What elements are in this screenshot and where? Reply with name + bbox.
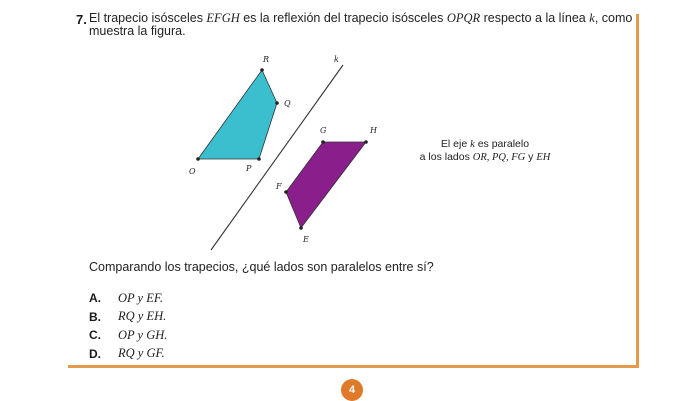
question-number: 7. <box>76 12 87 27</box>
option-d[interactable] <box>89 345 167 364</box>
vertex-p-dot <box>257 157 261 161</box>
option-letter: D. <box>89 346 101 361</box>
label-k: k <box>334 55 339 64</box>
vertex-q-dot <box>275 101 279 105</box>
vertex-r-dot <box>260 68 264 72</box>
question-text: El trapecio isósceles EFGH es la reflexión del trapecio isósceles OPQR respecto a la línea k, como muestra la figura. <box>89 11 633 38</box>
trapezoid-efgh <box>286 142 366 228</box>
axis-note-line-2: a los lados OR, PQ, FG y EH <box>419 151 551 163</box>
option-text: OP y EF. <box>118 290 164 305</box>
vertex-o-dot <box>196 157 200 161</box>
label-q: Q <box>284 99 291 108</box>
vertex-f-dot <box>284 190 288 194</box>
axis-note-line-1: El eje k es paralelo <box>440 138 530 150</box>
option-text: RQ y GF. <box>118 346 165 361</box>
axis-note <box>405 138 565 164</box>
vertex-g-dot <box>321 140 325 144</box>
vertex-e-dot <box>299 226 303 230</box>
label-o: O <box>189 167 196 176</box>
label-g: G <box>320 126 327 135</box>
label-f: F <box>276 182 282 191</box>
option-text: OP y GH. <box>118 327 168 342</box>
option-c[interactable] <box>89 326 167 345</box>
label-h: H <box>370 126 377 135</box>
question-prompt: Comparando los trapecios, ¿qué lados son paralelos entre sí? <box>89 260 434 274</box>
option-letter: A. <box>89 291 101 306</box>
vertex-h-dot <box>364 140 368 144</box>
option-b[interactable] <box>89 308 167 327</box>
answer-options <box>89 289 167 363</box>
option-letter: B. <box>89 309 101 324</box>
label-p: P <box>246 164 252 173</box>
page-number-badge: 4 <box>341 379 363 401</box>
trapezoid-opqr <box>198 70 277 159</box>
option-letter: C. <box>89 328 101 343</box>
label-e: E <box>303 235 309 244</box>
option-text: RQ y EH. <box>118 309 167 324</box>
label-r: R <box>263 55 270 64</box>
option-a[interactable] <box>89 289 167 308</box>
